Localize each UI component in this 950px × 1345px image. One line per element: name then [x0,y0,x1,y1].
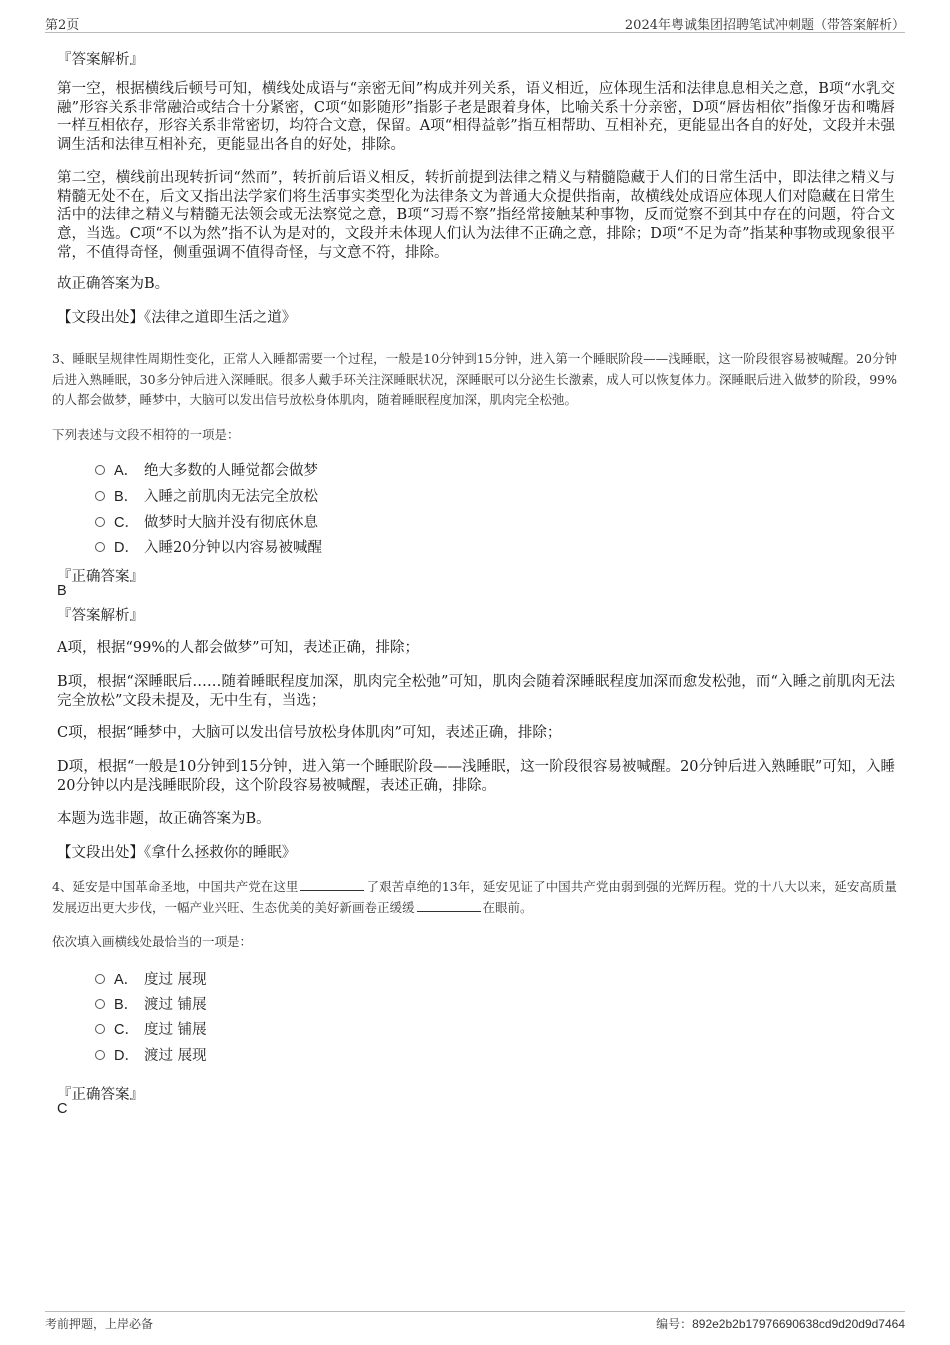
question-4-option-d[interactable]: D． 渡过 展现 [95,1044,207,1064]
radio-icon[interactable] [95,1050,105,1060]
question-4-prompt: 依次填入画横线处最恰当的一项是： [52,934,253,949]
radio-icon[interactable] [95,517,105,527]
correct-answer-label: 『正确答案』 [57,1087,144,1103]
analysis-label: 『答案解析』 [57,52,144,68]
document-code: 编号：892e2b2b17976690638cd9d20d9d7464 [656,1317,905,1331]
question-4-option-b[interactable]: B． 渡过 铺展 [95,993,207,1013]
analysis-paragraph-1: 第一空，根据横线后顿号可知，横线处成语与“亲密无间”构成并列关系，语义相近，应体现生活和法律息息相关之意，B项“水乳交融”形容关系非常融洽或结合十分紧密，C项“如影随形”指影子老是跟着身体，比喻关系十分亲密，D项“唇齿相依”指像牙齿和嘴唇一样互相依存，形容关系非常密切，均符合文意，保留。A项“相得益彰”指互相帮助、互相补充，更能显出各自的好处，文段并未强调生活和法律互相补充，更能显出各自的好处，排除。 [57,81,895,154]
question-3-text: 3、睡眠呈规律性周期性变化，正常人入睡都需要一个过程，一般是10分钟到15分钟，进入第一个睡眠阶段——浅睡眠，这一阶段很容易被喊醒。20分钟后进入熟睡眠，30多分钟后进入深睡眠。很多人戴手环关注深睡眠状况，深睡眠可以分泌生长激素，成人可以恢复体力。深睡眠后进入做梦的阶段，99%的人都会做梦，睡梦中，大脑可以发出信号放松身体肌肉，随着睡眠程度加深，肌肉完全松弛。 [52,351,897,407]
question-3-option-b[interactable]: B． 入睡之前肌肉无法完全放松 [95,485,318,505]
question-3-prompt: 下列表述与文段不相符的一项是： [52,427,240,442]
analysis-option-a: A项，根据“99%的人都会做梦”可知，表述正确，排除； [57,640,420,656]
analysis-option-c: C项，根据“睡梦中，大脑可以发出信号放松身体肌肉”可知，表述正确，排除； [57,725,562,741]
correct-answer-value: B [57,583,67,599]
radio-icon[interactable] [95,465,105,475]
analysis-label: 『答案解析』 [57,608,144,624]
question-4-option-a[interactable]: A． 度过 展现 [95,968,207,988]
fill-blank-2 [417,899,481,912]
question-3-option-c[interactable]: C． 做梦时大脑并没有彻底休息 [95,511,318,531]
correct-answer-value: C [57,1101,68,1117]
page-number: 第2页 [45,18,80,33]
document-title: 2024年粤诚集团招聘笔试冲刺题（带答案解析） [624,18,905,33]
text-source: 【文段出处】《法律之道即生活之道》 [57,310,297,326]
analysis-conclusion: 本题为选非题，故正确答案为B。 [57,811,271,827]
radio-icon[interactable] [95,974,105,984]
analysis-conclusion: 故正确答案为B。 [57,276,170,292]
correct-answer-label: 『正确答案』 [57,569,144,585]
question-3-option-d[interactable]: D． 入睡20分钟以内容易被喊醒 [95,536,322,556]
radio-icon[interactable] [95,999,105,1009]
radio-icon[interactable] [95,1024,105,1034]
text-source: 【文段出处】《拿什么拯救你的睡眠》 [57,845,297,861]
radio-icon[interactable] [95,491,105,501]
question-4-option-c[interactable]: C． 度过 铺展 [95,1018,207,1038]
fill-blank-1 [300,878,364,891]
analysis-option-b: B项，根据“深睡眠后……随着睡眠程度加深，肌肉完全松弛”可知，肌肉会随着深睡眠程度加深而愈发松弛，而“入睡之前肌肉无法完全放松”文段未提及，无中生有，当选； [57,674,895,709]
footer-slogan: 考前押题，上岸必备 [45,1317,154,1331]
analysis-option-d: D项，根据“一般是10分钟到15分钟，进入第一个睡眠阶段——浅睡眠，这一阶段很容易被喊醒。20分钟后进入熟睡眠”可知，入睡20分钟以内是浅睡眠阶段，这个阶段容易被喊醒，表述正确，排除。 [57,759,895,794]
page-footer [45,1311,905,1336]
analysis-paragraph-2: 第二空，横线前出现转折词“然而”，转折前后语义相反，转折前提到法律之精义与精髓隐藏于人们的日常生活中，即法律之精义与精髓无处不在，后文又指出法学家们将生活事实类型化为法律条文为普通大众提供指南，故横线处成语应体现人们对隐藏在日常生活中的法律之精义与精髓无法领会或无法察觉之意，B项“习焉不察”指经常接触某种事物，反而觉察不到其中存在的问题，符合文意，当选。C项“不以为然”指不认为是对的，文段并未体现人们认为法律不正确之意，排除；D项“不足为奇”指某种事物或现象很平常，不值得奇怪，侧重强调不值得奇怪，与文意不符，排除。 [57,170,895,261]
radio-icon[interactable] [95,542,105,552]
page-header [45,14,905,33]
question-3-option-a[interactable]: A． 绝大多数的人睡觉都会做梦 [95,459,318,479]
question-4-text: 4、延安是中国革命圣地，中国共产党在这里 了艰苦卓绝的13年，延安见证了中国共产党由弱到强的光辉历程。党的十八大以来，延安高质量发展迈出更大步伐，一幅产业兴旺、生态优美的美好新画卷正缓缓 在眼前。 [52,879,897,915]
